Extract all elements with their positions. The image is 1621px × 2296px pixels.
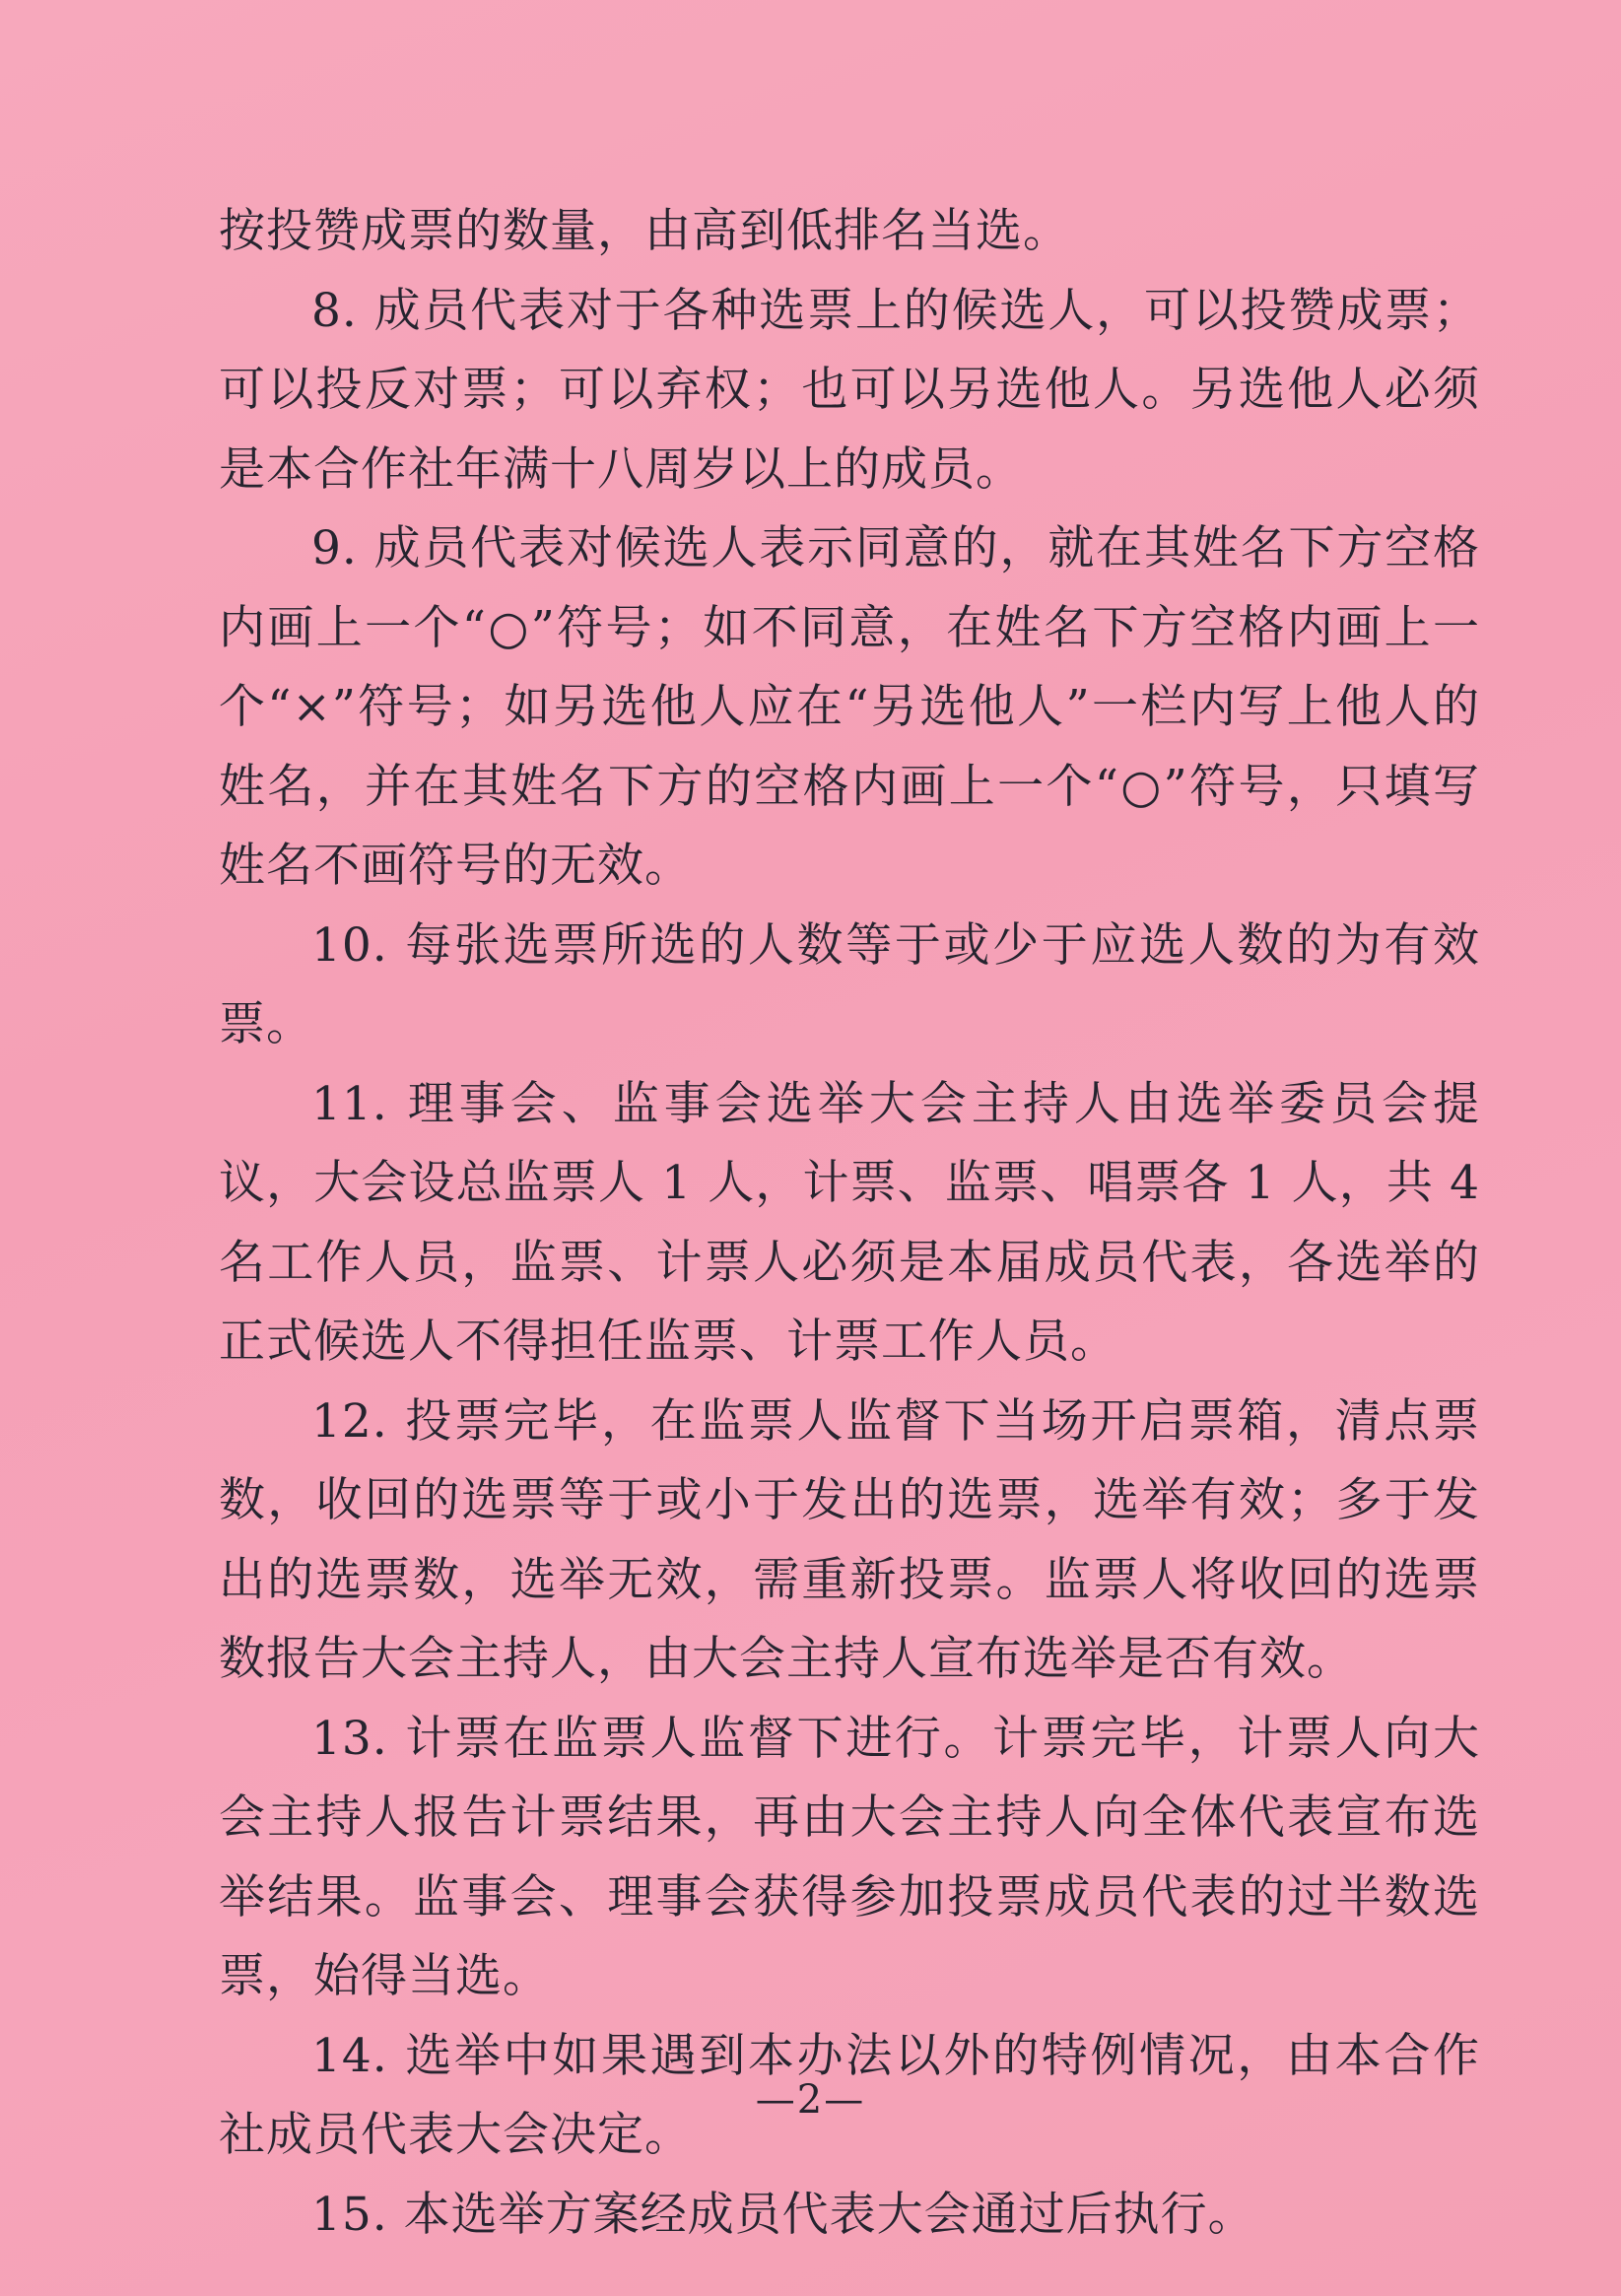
paragraph-item-15: 15. 本选举方案经成员代表大会通过后执行。 xyxy=(311,2187,1255,2242)
paragraph-item-12: 12. 投票完毕，在监票人监督下当场开启票箱，清点票数，收回的选票等于或小于发出的选票，选举有效；多于发出的选票数，选举无效，需重新投票。监票人将收回的选票数报告大会主持人，由大会主持人宣布选举是否有效。 xyxy=(219,1393,1480,1686)
paragraph-item-13: 13. 计票在监票人监督下进行。计票完毕，计票人向大会主持人报告计票结果，再由大会主持人向全体代表宣布选举结果。监事会、理事会获得参加投票成员代表的过半数选票，始得当选。 xyxy=(219,1711,1480,2003)
document-body xyxy=(219,192,1480,2255)
paragraph-item-14: 14. 选举中如果遇到本办法以外的特例情况，由本合作社成员代表大会决定。 xyxy=(219,2028,1480,2162)
page-number: —2— xyxy=(755,2077,866,2123)
paragraph-item-9: 9. 成员代表对候选人表示同意的，就在其姓名下方空格内画上一个“○”符号；如不同意，在姓名下方空格内画上一个“×”符号；如另选他人应在“另选他人”一栏内写上他人的姓名，并在其姓名下方的空格内画上一个“○”符号，只填写姓名不画符号的无效。 xyxy=(219,521,1480,893)
paragraph-item-8: 8. 成员代表对于各种选票上的候选人，可以投赞成票；可以投反对票；可以弃权；也可以另选他人。另选他人必须是本合作社年满十八周岁以上的成员。 xyxy=(219,283,1480,497)
paragraph-item-11: 11. 理事会、监事会选举大会主持人由选举委员会提议，大会设总监票人 1 人，计票、监票、唱票各 1 人，共 4 名工作人员，监票、计票人必须是本届成员代表，各选举的正式候选人不得担任监票、计票工作人员。 xyxy=(219,1076,1480,1369)
paragraph-continuation: 按投赞成票的数量，由高到低排名当选。 xyxy=(219,204,1070,258)
paragraph-item-10: 10. 每张选票所选的人数等于或少于应选人数的为有效票。 xyxy=(219,917,1480,1051)
